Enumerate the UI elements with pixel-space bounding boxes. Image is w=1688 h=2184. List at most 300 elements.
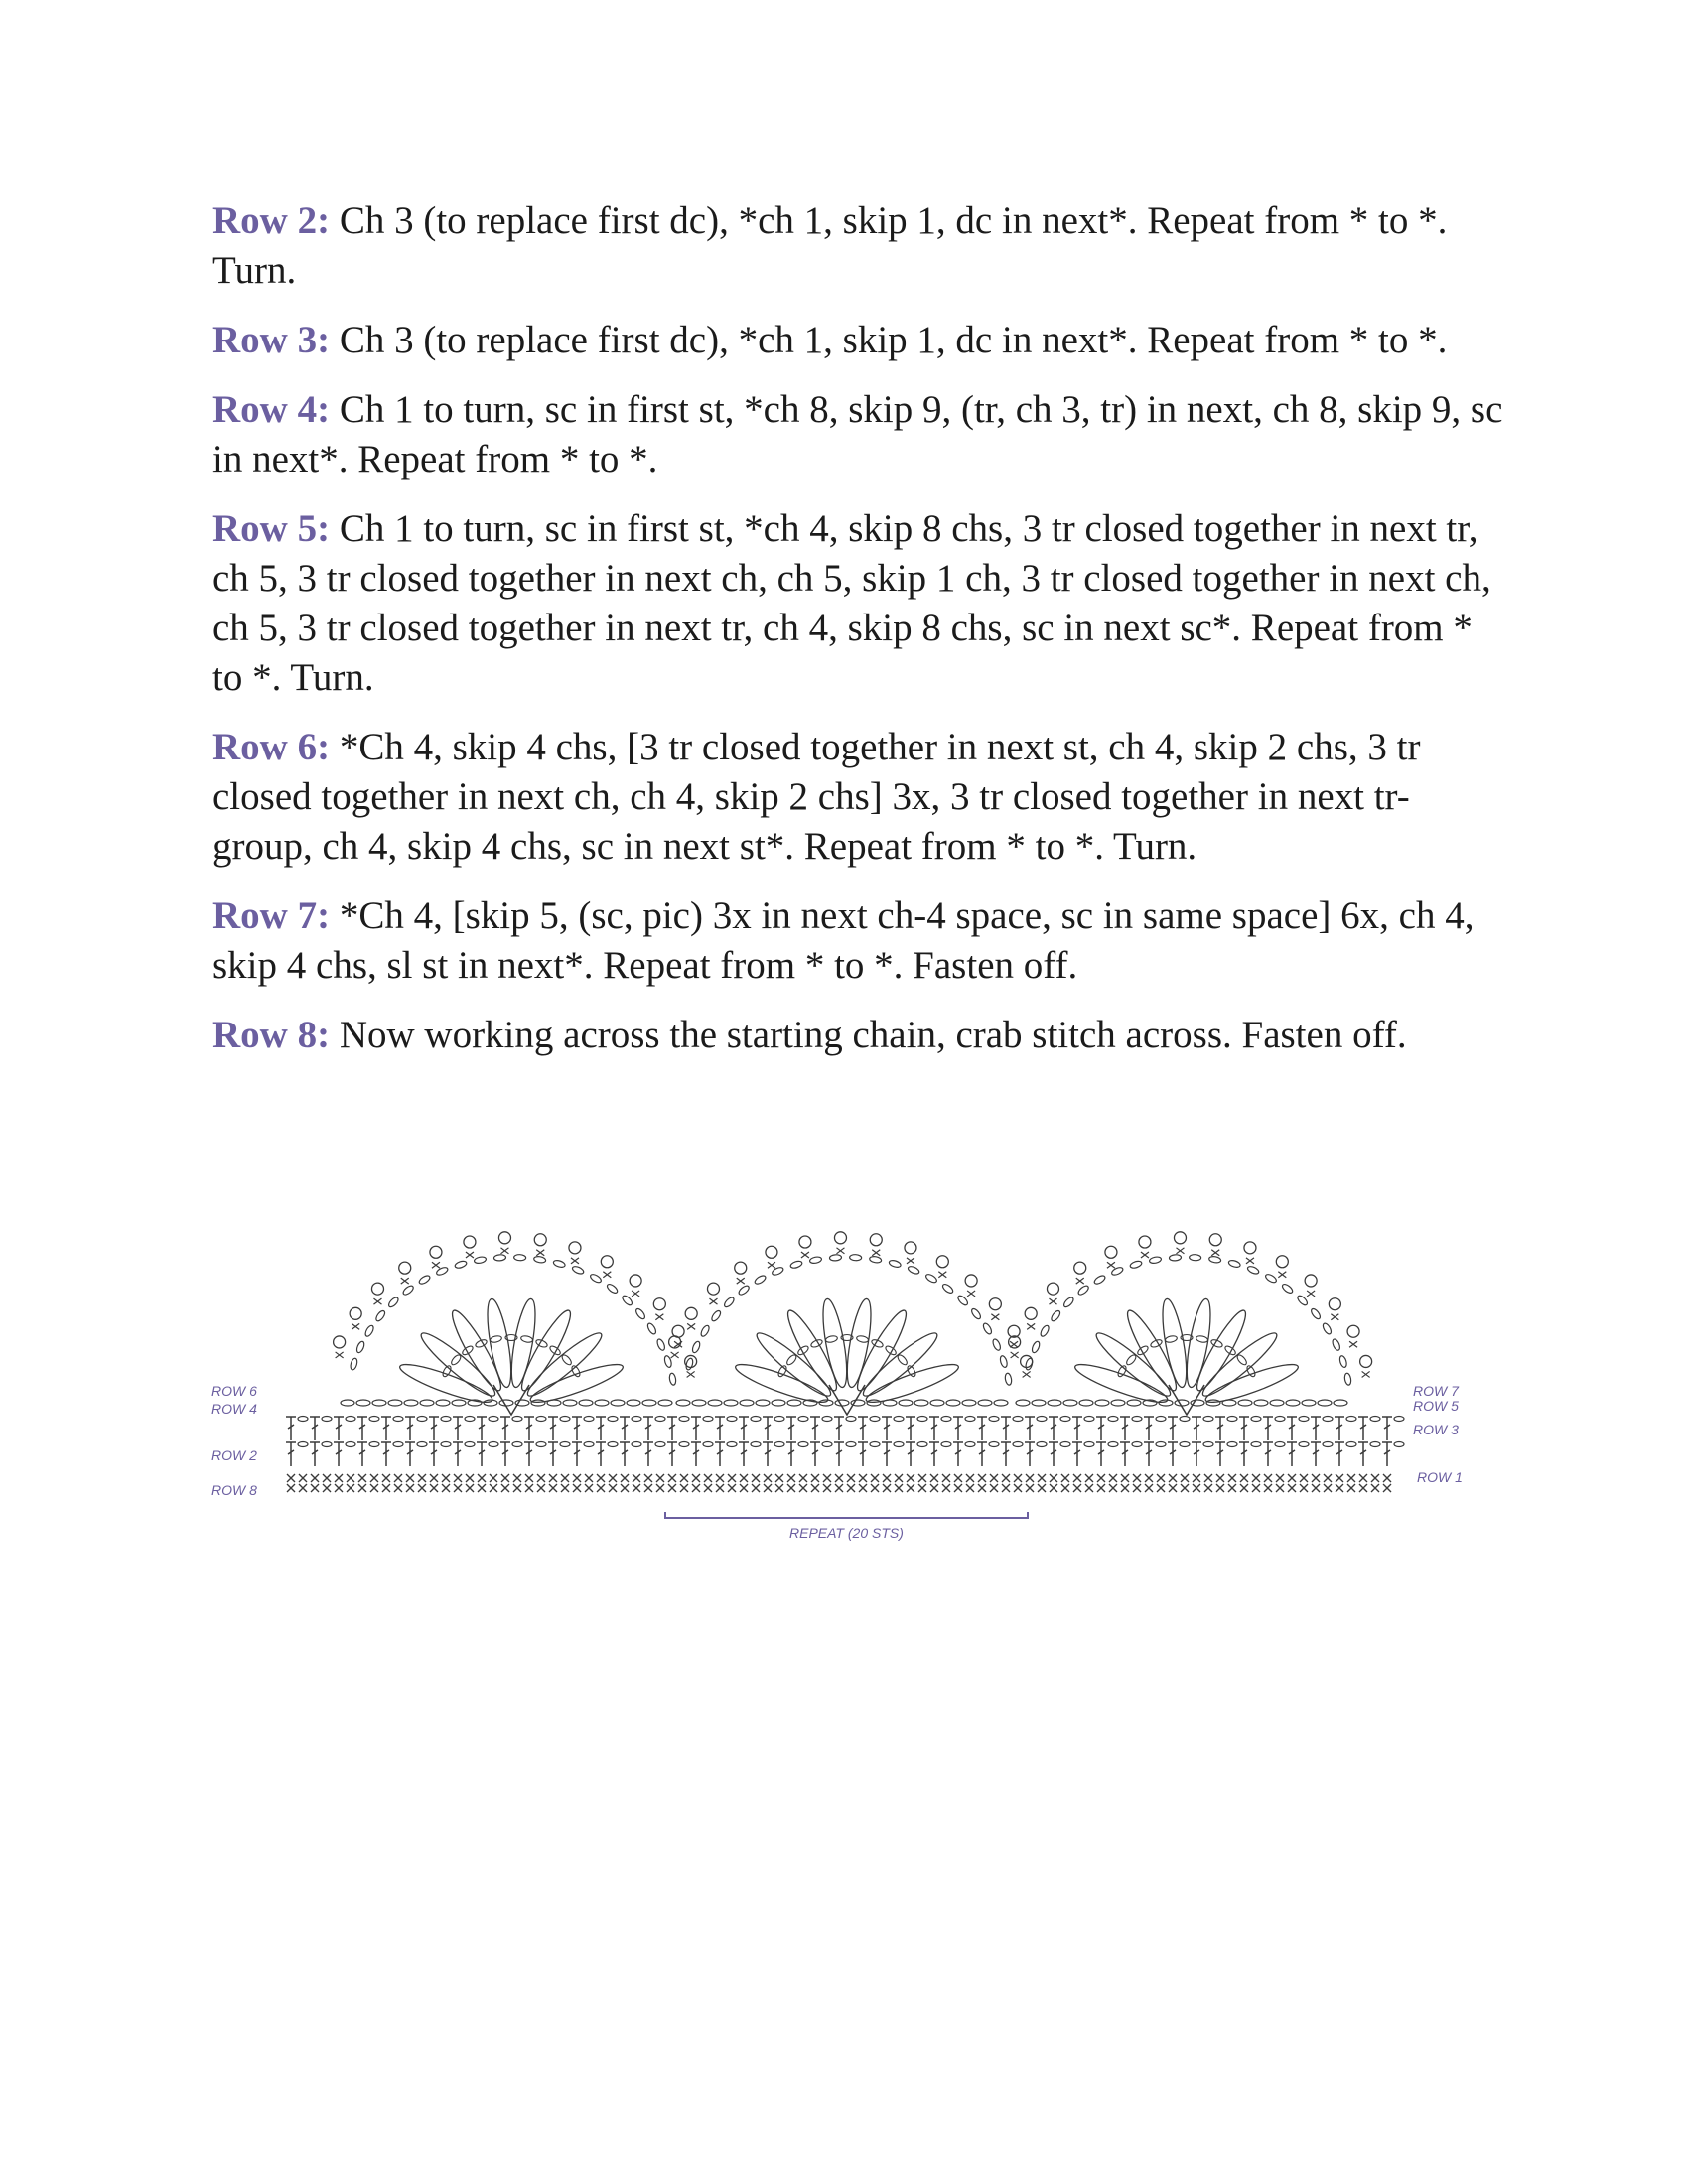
stitch-symbols — [286, 1232, 1404, 1492]
chain-stitch-symbol — [474, 1256, 487, 1264]
picot-symbol — [1025, 1307, 1037, 1319]
dc-stitch-symbol — [1239, 1417, 1249, 1440]
sc-stitch-symbol — [585, 1484, 593, 1492]
chain-stitch-symbol — [1223, 1344, 1236, 1356]
dc-stitch-symbol — [381, 1417, 391, 1440]
sc-stitch-symbol — [500, 1248, 508, 1254]
sc-stitch-symbol — [418, 1484, 426, 1492]
chain-stitch-symbol — [1013, 1442, 1023, 1447]
sc-stitch-symbol — [859, 1484, 867, 1492]
chain-stitch-symbol — [1302, 1400, 1316, 1406]
sc-stitch-symbol — [1371, 1484, 1379, 1492]
chain-stitch-symbol — [1169, 1254, 1181, 1261]
sc-stitch-symbol — [954, 1484, 962, 1492]
dc-stitch-symbol — [310, 1442, 320, 1466]
dc-stitch-symbol — [667, 1417, 677, 1440]
crab-stitch-symbol — [644, 1474, 652, 1482]
chain-stitch-symbol — [1203, 1442, 1213, 1447]
chain-stitch-symbol — [1346, 1417, 1356, 1422]
dc-stitch-symbol — [453, 1442, 463, 1466]
sc-stitch-symbol — [432, 1262, 440, 1268]
chain-stitch-symbol — [1149, 1256, 1162, 1264]
picot-symbol — [350, 1307, 361, 1319]
chain-stitch-symbol — [679, 1442, 689, 1447]
chain-stitch-symbol — [553, 1259, 566, 1268]
dc-stitch-symbol — [1049, 1417, 1058, 1440]
crab-stitch-symbol — [1002, 1474, 1010, 1482]
dc-stitch-symbol — [1096, 1417, 1106, 1440]
sc-stitch-symbol — [1331, 1314, 1338, 1320]
row-text: Ch 3 (to replace first dc), *ch 1, skip 1, dc in next*. Repeat from * to *. Turn. — [212, 200, 1448, 292]
chain-stitch-symbol — [710, 1309, 722, 1322]
chain-stitch-symbol — [789, 1260, 802, 1269]
dc-stitch-symbol — [500, 1417, 510, 1440]
chain-stitch-symbol — [756, 1400, 770, 1406]
crab-stitch-symbol — [1216, 1474, 1224, 1482]
sc-stitch-symbol — [847, 1484, 855, 1492]
chain-stitch-symbol — [1318, 1400, 1332, 1406]
sc-stitch-symbol — [1011, 1352, 1019, 1358]
row-label: Row 8: — [212, 1014, 331, 1056]
chain-stitch-symbol — [825, 1335, 838, 1343]
sc-stitch-symbol — [942, 1484, 950, 1492]
sc-stitch-symbol — [991, 1314, 999, 1320]
dc-stitch-symbol — [596, 1442, 606, 1466]
sc-stitch-symbol — [1176, 1248, 1184, 1254]
dc-stitch-symbol — [500, 1442, 510, 1466]
crab-stitch-symbol — [1288, 1474, 1296, 1482]
chain-stitch-symbol — [727, 1442, 737, 1447]
chain-stitch-symbol — [658, 1400, 672, 1406]
dc-stitch-symbol — [1192, 1442, 1201, 1466]
chain-stitch-symbol — [298, 1442, 308, 1447]
row-label: Row 4: — [212, 388, 331, 431]
dc-stitch-symbol — [1335, 1417, 1344, 1440]
chain-stitch-symbol — [685, 1357, 694, 1370]
sc-stitch-symbol — [1002, 1484, 1010, 1492]
tr-cluster-symbol — [506, 1297, 539, 1389]
sc-stitch-symbol — [287, 1484, 295, 1492]
chain-stitch-symbol — [608, 1417, 618, 1422]
chain-stitch-symbol — [1013, 1417, 1023, 1422]
chain-stitch-symbol — [1111, 1400, 1125, 1406]
chain-stitch-symbol — [1025, 1357, 1034, 1370]
picot-symbol — [1174, 1232, 1186, 1244]
crab-stitch-symbol — [692, 1474, 700, 1482]
crab-stitch-symbol — [1050, 1474, 1057, 1482]
chain-stitch-symbol — [870, 1417, 880, 1422]
crab-stitch-symbol — [633, 1474, 640, 1482]
chain-stitch-symbol — [914, 1400, 928, 1406]
chain-stitch-symbol — [941, 1283, 954, 1295]
dc-stitch-symbol — [286, 1417, 296, 1440]
row-7-instruction — [212, 891, 1503, 991]
dc-stitch-symbol — [1072, 1417, 1082, 1440]
picot-symbol — [1074, 1262, 1086, 1274]
dc-stitch-symbol — [953, 1417, 963, 1440]
dc-stitch-symbol — [810, 1417, 820, 1440]
chain-stitch-symbol — [899, 1400, 913, 1406]
chain-stitch-symbol — [388, 1400, 402, 1406]
dc-stitch-symbol — [643, 1442, 653, 1466]
chain-stitch-symbol — [465, 1442, 475, 1447]
chain-stitch-symbol — [1004, 1373, 1012, 1386]
chain-stitch-symbol — [917, 1417, 927, 1422]
row-label: Row 6: — [212, 726, 331, 768]
tr-cluster-symbol — [1197, 1327, 1282, 1402]
chain-stitch-symbol — [560, 1417, 570, 1422]
chain-stitch-symbol — [560, 1442, 570, 1447]
picot-symbol — [498, 1232, 510, 1244]
chain-stitch-symbol — [341, 1400, 354, 1406]
crab-stitch-symbol — [323, 1474, 331, 1482]
sc-stitch-symbol — [1359, 1484, 1367, 1492]
chain-stitch-symbol — [535, 1338, 548, 1348]
dc-stitch-symbol — [477, 1417, 487, 1440]
crab-stitch-symbol — [609, 1474, 617, 1482]
chain-stitch-symbol — [563, 1400, 577, 1406]
chain-stitch-symbol — [1079, 1400, 1093, 1406]
crab-stitch-symbol — [299, 1474, 307, 1482]
crab-stitch-symbol — [501, 1474, 509, 1482]
chain-stitch-symbol — [822, 1417, 832, 1422]
crab-stitch-symbol — [561, 1474, 569, 1482]
crab-stitch-symbol — [1347, 1474, 1355, 1482]
crab-stitch-symbol — [1276, 1474, 1284, 1482]
sc-stitch-symbol — [1157, 1484, 1165, 1492]
repeat-label: REPEAT (20 STS) — [789, 1525, 904, 1541]
chain-stitch-symbol — [835, 1400, 849, 1406]
crab-stitch-symbol — [1061, 1474, 1069, 1482]
picot-symbol — [870, 1234, 882, 1246]
crab-stitch-symbol — [1312, 1474, 1320, 1482]
row-6-instruction — [212, 723, 1503, 872]
chain-stitch-symbol — [1125, 1353, 1137, 1366]
dc-stitch-symbol — [715, 1417, 725, 1440]
dc-stitch-symbol — [334, 1417, 344, 1440]
sc-stitch-symbol — [525, 1484, 533, 1492]
chain-stitch-symbol — [930, 1400, 944, 1406]
row-label: Row 3: — [212, 319, 331, 361]
chain-stitch-symbol — [489, 1442, 498, 1447]
picot-symbol — [834, 1232, 846, 1244]
sc-stitch-symbol — [823, 1484, 831, 1492]
sc-stitch-symbol — [990, 1484, 998, 1492]
crab-stitch-symbol — [490, 1474, 497, 1482]
chain-stitch-symbol — [856, 1335, 869, 1343]
chain-stitch-symbol — [846, 1442, 856, 1447]
dc-stitch-symbol — [572, 1417, 582, 1440]
chain-stitch-symbol — [461, 1344, 474, 1356]
dc-stitch-symbol — [1311, 1442, 1321, 1466]
sc-stitch-symbol — [1097, 1484, 1105, 1492]
chain-stitch-symbol — [1129, 1260, 1142, 1269]
chain-stitch-symbol — [970, 1307, 982, 1320]
dc-stitch-symbol — [929, 1442, 939, 1466]
chain-stitch-symbol — [606, 1283, 619, 1295]
chain-stitch-symbol — [346, 1417, 355, 1422]
sc-stitch-symbol — [394, 1484, 402, 1492]
sc-stitch-symbol — [1121, 1484, 1129, 1492]
sc-stitch-symbol — [335, 1484, 343, 1492]
chain-stitch-symbol — [1270, 1400, 1284, 1406]
sc-stitch-symbol — [311, 1484, 319, 1492]
crab-stitch-symbol — [728, 1474, 736, 1482]
sc-stitch-symbol — [680, 1484, 688, 1492]
sc-stitch-symbol — [687, 1371, 695, 1377]
sc-stitch-symbol — [1228, 1484, 1236, 1492]
chain-stitch-symbol — [894, 1417, 904, 1422]
dc-stitch-symbol — [1239, 1442, 1249, 1466]
chain-stitch-symbol — [512, 1442, 522, 1447]
crab-stitch-symbol — [1169, 1474, 1177, 1482]
chain-stitch-symbol — [785, 1353, 797, 1366]
sc-stitch-symbol — [1278, 1272, 1286, 1278]
dc-stitch-symbol — [357, 1442, 367, 1466]
chain-stitch-symbol — [441, 1417, 451, 1422]
tr-cluster-symbol — [1158, 1297, 1191, 1389]
sc-stitch-symbol — [938, 1272, 946, 1278]
crab-stitch-symbol — [1252, 1474, 1260, 1482]
sc-stitch-symbol — [336, 1352, 344, 1358]
sc-stitch-symbol — [775, 1484, 783, 1492]
chain-stitch-symbol — [1040, 1324, 1051, 1337]
chain-stitch-symbol — [571, 1265, 584, 1275]
dc-stitch-symbol — [1168, 1417, 1178, 1440]
row-8-label: ROW 8 — [211, 1482, 257, 1498]
row-text: Ch 1 to turn, sc in first st, *ch 8, skip 9, (tr, ch 3, tr) in next, ch 8, skip 9, sc in next*. Repeat from * to *. — [212, 388, 1503, 480]
sc-stitch-symbol — [1300, 1484, 1308, 1492]
chain-stitch-symbol — [924, 1273, 937, 1284]
chain-stitch-symbol — [822, 1442, 832, 1447]
chain-stitch-symbol — [632, 1442, 641, 1447]
dc-stitch-symbol — [334, 1442, 344, 1466]
chain-stitch-symbol — [772, 1400, 785, 1406]
crab-stitch-symbol — [859, 1474, 867, 1482]
chain-stitch-symbol — [1156, 1442, 1166, 1447]
chain-stitch-symbol — [646, 1322, 657, 1335]
crab-stitch-symbol — [764, 1474, 772, 1482]
sc-stitch-symbol — [768, 1262, 775, 1268]
dc-stitch-symbol — [1215, 1417, 1225, 1440]
tr-cluster-symbol — [858, 1327, 942, 1402]
chain-stitch-symbol — [829, 1254, 841, 1261]
dc-stitch-symbol — [548, 1417, 558, 1440]
crab-stitch-symbol — [1157, 1474, 1165, 1482]
dc-stitch-symbol — [1001, 1442, 1011, 1466]
chain-stitch-symbol — [896, 1353, 908, 1366]
crab-stitch-symbol — [513, 1474, 521, 1482]
picot-symbol — [1360, 1355, 1372, 1367]
dc-stitch-symbol — [763, 1417, 773, 1440]
sc-stitch-symbol — [728, 1484, 736, 1492]
crab-stitch-symbol — [895, 1474, 903, 1482]
tr-cluster-symbol — [522, 1327, 607, 1402]
crab-stitch-symbol — [1145, 1474, 1153, 1482]
chain-stitch-symbol — [608, 1442, 618, 1447]
crab-stitch-symbol — [907, 1474, 914, 1482]
sc-stitch-symbol — [490, 1484, 497, 1492]
dc-stitch-symbol — [643, 1417, 653, 1440]
chain-stitch-symbol — [1251, 1442, 1261, 1447]
chain-stitch-symbol — [1048, 1400, 1061, 1406]
picot-symbol — [430, 1246, 442, 1258]
row-label: Row 2: — [212, 200, 331, 242]
crab-stitch-symbol — [871, 1474, 879, 1482]
row-label: Row 7: — [212, 894, 331, 937]
crab-stitch-symbol — [442, 1474, 450, 1482]
chain-stitch-symbol — [298, 1417, 308, 1422]
chain-stitch-symbol — [436, 1266, 449, 1277]
row-text: *Ch 4, [skip 5, (sc, pic) 3x in next ch-4 space, sc in same space] 6x, ch 4, skip 4 chs, sl st in next*. Repeat from * to *. Fasten off. — [212, 894, 1475, 987]
crab-stitch-symbol — [716, 1474, 724, 1482]
sc-stitch-symbol — [1145, 1484, 1153, 1492]
crab-stitch-symbol — [537, 1474, 545, 1482]
sc-stitch-symbol — [478, 1484, 486, 1492]
sc-stitch-symbol — [671, 1352, 679, 1358]
row-text: Ch 1 to turn, sc in first st, *ch 4, skip 8 chs, 3 tr closed together in next tr, ch 5, 3 tr closed together in next ch, ch 5, skip 1 ch, 3 tr closed together in next ch, ch 5, 3 tr closed together in next tr, ch 4, skip 8 chs, sc in next sc*. Repeat from * to *. Turn. — [212, 507, 1491, 699]
row-2-label: ROW 2 — [211, 1447, 257, 1463]
chain-stitch-symbol — [917, 1442, 927, 1447]
dc-stitch-symbol — [1358, 1417, 1368, 1440]
dc-stitch-symbol — [1358, 1442, 1368, 1466]
dc-stitch-symbol — [524, 1442, 534, 1466]
chain-stitch-symbol — [655, 1417, 665, 1422]
tr-cluster-symbol — [818, 1297, 851, 1389]
picot-symbol — [965, 1275, 977, 1287]
repeat-bracket — [665, 1512, 1028, 1518]
sc-stitch-symbol — [1027, 1323, 1035, 1329]
crab-stitch-symbol — [1038, 1474, 1046, 1482]
dc-stitch-symbol — [667, 1442, 677, 1466]
crab-stitch-symbol — [1181, 1474, 1189, 1482]
picot-symbol — [399, 1262, 411, 1274]
chain-stitch-symbol — [364, 1324, 375, 1337]
sc-stitch-symbol — [1324, 1484, 1332, 1492]
sc-stitch-symbol — [1347, 1484, 1355, 1492]
chain-stitch-symbol — [869, 1256, 882, 1264]
crab-stitch-symbol — [978, 1474, 986, 1482]
crab-stitch-symbol — [394, 1474, 402, 1482]
chain-stitch-symbol — [1111, 1266, 1124, 1277]
chain-stitch-symbol — [1338, 1355, 1347, 1368]
dc-stitch-symbol — [548, 1442, 558, 1466]
picot-symbol — [1347, 1325, 1359, 1337]
chain-stitch-symbol — [441, 1442, 451, 1447]
chain-stitch-symbol — [1322, 1322, 1333, 1335]
crab-stitch-symbol — [406, 1474, 414, 1482]
dc-stitch-symbol — [739, 1417, 749, 1440]
crab-stitch-symbol — [1121, 1474, 1129, 1482]
crab-stitch-symbol — [1133, 1474, 1141, 1482]
picot-symbol — [799, 1236, 811, 1248]
dc-stitch-symbol — [1025, 1417, 1035, 1440]
chain-stitch-symbol — [774, 1442, 784, 1447]
chain-stitch-symbol — [1108, 1442, 1118, 1447]
chain-stitch-symbol — [740, 1400, 754, 1406]
picot-symbol — [534, 1234, 546, 1246]
row-4-label: ROW 4 — [211, 1401, 257, 1417]
chain-stitch-symbol — [1227, 1442, 1237, 1447]
dc-stitch-symbol — [620, 1417, 630, 1440]
chain-stitch-symbol — [1180, 1442, 1190, 1447]
chain-stitch-symbol — [533, 1256, 546, 1264]
dc-stitch-symbol — [620, 1442, 630, 1466]
sc-stitch-symbol — [966, 1484, 974, 1492]
chain-stitch-symbol — [465, 1417, 475, 1422]
dc-stitch-symbol — [1001, 1417, 1011, 1440]
picot-symbol — [905, 1242, 916, 1254]
crab-stitch-symbol — [1085, 1474, 1093, 1482]
chain-stitch-symbol — [962, 1400, 976, 1406]
row-3-label: ROW 3 — [1413, 1422, 1459, 1437]
dc-stitch-symbol — [834, 1417, 844, 1440]
dc-stitch-symbol — [524, 1417, 534, 1440]
chain-stitch-symbol — [475, 1338, 488, 1348]
sc-stitch-symbol — [895, 1484, 903, 1492]
chain-stitch-symbol — [992, 1338, 1002, 1351]
chain-stitch-symbol — [994, 1400, 1008, 1406]
crab-stitch-symbol — [942, 1474, 950, 1482]
chain-stitch-symbol — [978, 1400, 992, 1406]
chain-stitch-symbol — [1323, 1417, 1333, 1422]
sc-stitch-symbol — [1276, 1484, 1284, 1492]
chain-stitch-symbol — [642, 1400, 656, 1406]
chain-stitch-symbol — [1210, 1338, 1223, 1348]
chain-stitch-symbol — [611, 1400, 625, 1406]
dc-stitch-symbol — [1311, 1417, 1321, 1440]
chain-stitch-symbol — [402, 1284, 415, 1296]
chain-stitch-symbol — [1132, 1442, 1142, 1447]
sc-stitch-symbol — [536, 1250, 544, 1256]
dc-stitch-symbol — [1096, 1442, 1106, 1466]
chain-stitch-symbol — [1150, 1338, 1163, 1348]
chain-stitch-symbol — [404, 1400, 418, 1406]
sc-stitch-symbol — [352, 1323, 359, 1329]
dc-stitch-symbol — [1144, 1442, 1154, 1466]
chain-stitch-symbol — [1093, 1274, 1106, 1285]
chain-stitch-symbol — [1238, 1400, 1252, 1406]
dc-stitch-symbol — [1263, 1442, 1273, 1466]
dc-stitch-symbol — [310, 1417, 320, 1440]
chain-stitch-symbol — [1156, 1417, 1166, 1422]
tr-cluster-symbol — [1091, 1327, 1176, 1402]
dc-stitch-symbol — [786, 1417, 796, 1440]
chain-stitch-symbol — [796, 1344, 809, 1356]
crab-stitch-symbol — [358, 1474, 366, 1482]
chain-stitch-symbol — [548, 1344, 561, 1356]
chain-stitch-symbol — [846, 1417, 856, 1422]
picot-symbol — [1276, 1256, 1288, 1268]
dc-stitch-symbol — [1382, 1417, 1392, 1440]
tr-cluster-symbol — [1182, 1297, 1214, 1389]
chain-stitch-symbol — [512, 1417, 522, 1422]
crab-stitch-symbol — [1264, 1474, 1272, 1482]
sc-stitch-symbol — [1038, 1484, 1046, 1492]
sc-stitch-symbol — [764, 1484, 772, 1492]
row-label: Row 5: — [212, 507, 331, 550]
chain-stitch-symbol — [655, 1442, 665, 1447]
crab-stitch-symbol — [1073, 1474, 1081, 1482]
chain-stitch-symbol — [1203, 1417, 1213, 1422]
sc-stitch-symbol — [454, 1484, 462, 1492]
sc-stitch-symbol — [1050, 1484, 1057, 1492]
chain-stitch-symbol — [420, 1400, 434, 1406]
picot-symbol — [1244, 1242, 1256, 1254]
crab-stitch-symbol — [775, 1474, 783, 1482]
chain-stitch-symbol — [436, 1400, 450, 1406]
chain-stitch-symbol — [369, 1442, 379, 1447]
